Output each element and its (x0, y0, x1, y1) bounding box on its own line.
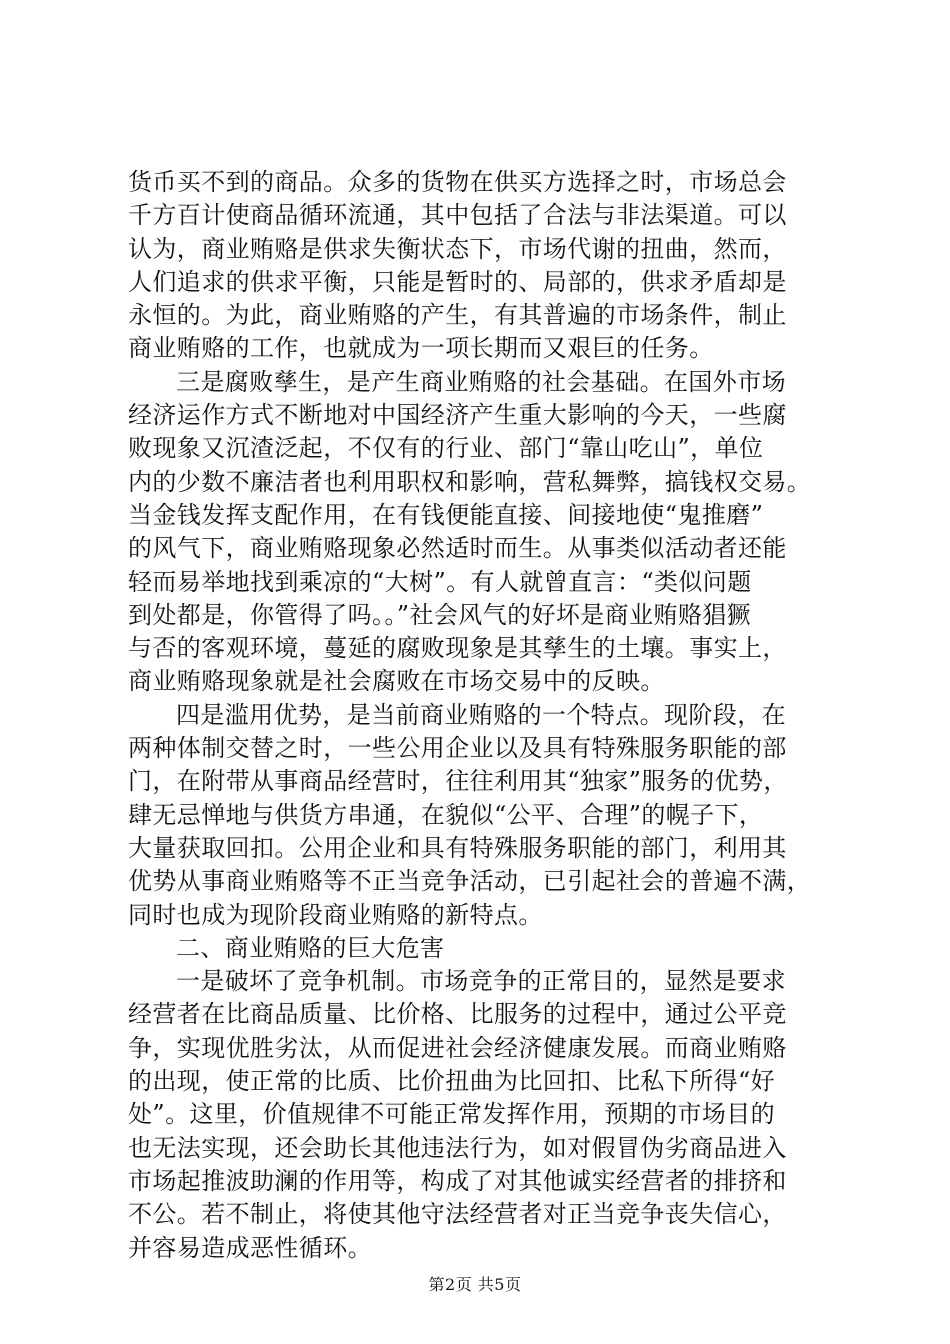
text-line: 的风气下，商业贿赂现象必然适时而生。从事类似活动者还能 (128, 534, 787, 563)
text-line: 商业贿赂现象就是社会腐败在市场交易中的反映。 (128, 667, 665, 696)
document-body (128, 166, 828, 1265)
text-line: 优势从事商业贿赂等不正当竞争活动，已引起社会的普遍不满， (128, 867, 812, 896)
text-line: 千方百计使商品循环流通，其中包括了合法与非法渠道。可以 (128, 201, 787, 230)
text-line: 同时也成为现阶段商业贿赂的新特点。 (128, 900, 543, 929)
text-line: 争，实现优胜劣汰，从而促进社会经济健康发展。而商业贿赂 (128, 1033, 787, 1062)
text-line: 大量获取回扣。公用企业和具有特殊服务职能的部门，利用其 (128, 833, 787, 862)
text-line: 肆无忌惮地与供货方串通，在貌似“公平、合理”的幌子下， (128, 800, 764, 829)
paragraph-start-line: 一是破坏了竞争机制。市场竞争的正常目的，显然是要求 (176, 967, 786, 996)
text-line: 处”。这里，价值规律不可能正常发挥作用，预期的市场目的 (128, 1100, 776, 1129)
paragraph-start-line: 四是滥用优势，是当前商业贿赂的一个特点。现阶段，在 (176, 700, 786, 729)
text-line: 到处都是，你管得了吗。。”社会风气的好坏是商业贿赂猖獗 (128, 600, 752, 629)
section-heading: 二、商业贿赂的巨大危害 (176, 933, 445, 962)
text-line: 商业贿赂的工作，也就成为一项长期而又艰巨的任务。 (128, 334, 714, 363)
text-line: 的出现，使正常的比质、比价扭曲为比回扣、比私下所得“好 (128, 1067, 776, 1096)
page-footer (0, 1272, 950, 1295)
paragraph-start-line: 三是腐败孳生，是产生商业贿赂的社会基础。在国外市场 (176, 367, 786, 396)
text-line: 人们追求的供求平衡，只能是暂时的、局部的，供求矛盾却是 (128, 267, 787, 296)
text-line: 永恒的。为此，商业贿赂的产生，有其普遍的市场条件，制止 (128, 301, 787, 330)
text-line: 经济运作方式不断地对中国经济产生重大影响的今天，一些腐 (128, 401, 787, 430)
text-line: 也无法实现，还会助长其他违法行为，如对假冒伪劣商品进入 (128, 1133, 787, 1162)
text-line: 与否的客观环境，蔓延的腐败现象是其孳生的土壤。事实上， (128, 634, 787, 663)
text-line: 市场起推波助澜的作用等，构成了对其他诚实经营者的排挤和 (128, 1166, 787, 1195)
text-line: 不公。若不制止，将使其他守法经营者对正当竞争丧失信心， (128, 1200, 787, 1229)
text-line: 并容易造成恶性循环。 (128, 1233, 372, 1262)
text-line: 内的少数不廉洁者也利用职权和影响，营私舞弊，搞钱权交易。 (128, 467, 812, 496)
text-line: 败现象又沉渣泛起，不仅有的行业、部门“靠山吃山”，单位 (128, 434, 764, 463)
text-line: 门，在附带从事商品经营时，往往利用其“独家”服务的优势， (128, 767, 788, 796)
text-line: 货币买不到的商品。众多的货物在供买方选择之时，市场总会 (128, 168, 787, 196)
text-line: 轻而易举地找到乘凉的“大树”。有人就曾直言：“类似问题 (128, 567, 752, 596)
text-line: 认为，商业贿赂是供求失衡状态下，市场代谢的扭曲，然而， (128, 234, 787, 263)
text-line: 当金钱发挥支配作用，在有钱便能直接、间接地使“鬼推磨” (128, 500, 764, 529)
text-line: 经营者在比商品质量、比价格、比服务的过程中，通过公平竞 (128, 1000, 787, 1029)
text-line: 两种体制交替之时，一些公用企业以及具有特殊服务职能的部 (128, 734, 787, 763)
page-number-label: 第2页 共5页 (428, 1275, 522, 1294)
